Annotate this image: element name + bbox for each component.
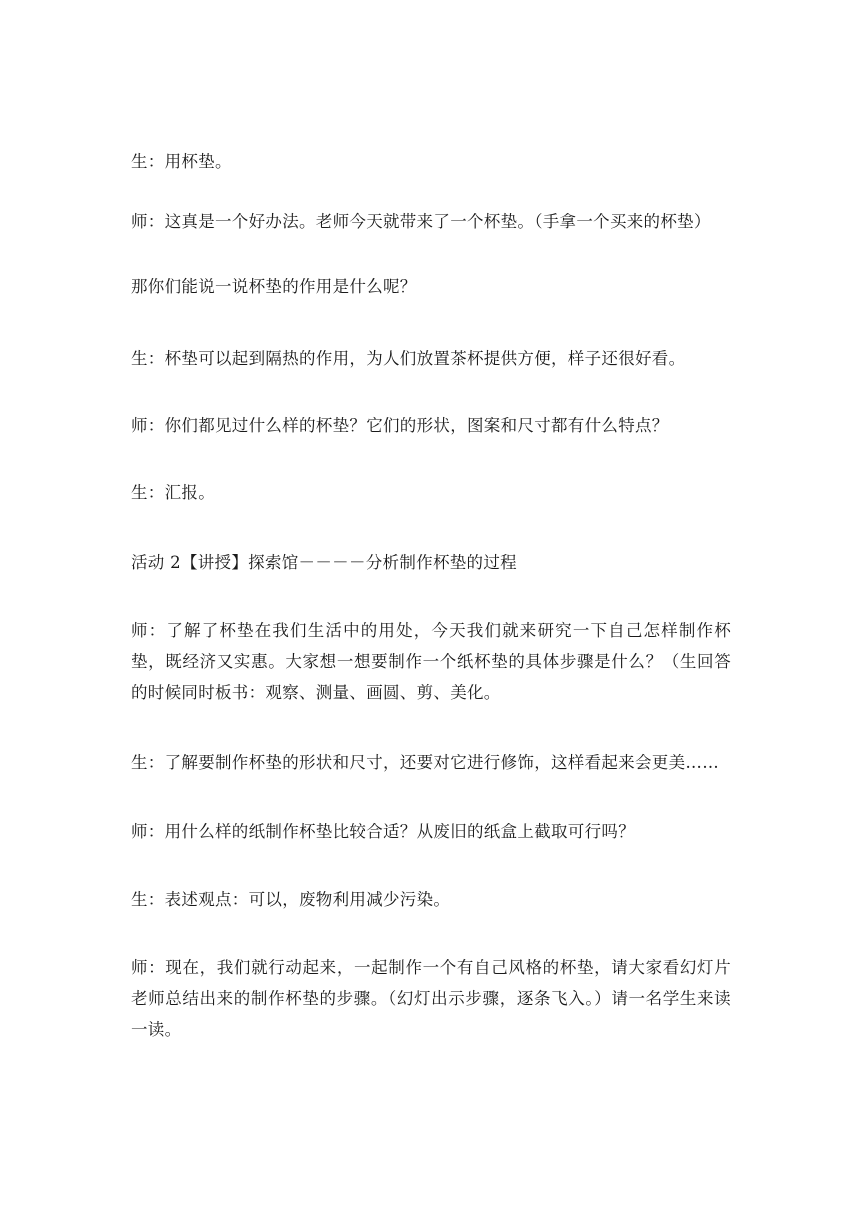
paragraph-5: 师：你们都见过什么样的杯垫？它们的形状，图案和尺寸都有什么特点？ [131, 416, 669, 435]
paragraph-7: 师：了解了杯垫在我们生活中的用处，今天我们就来研究一下自己怎样制作杯垫，既经济又实惠。大家想一想要制作一个纸杯垫的具体步骤是什么？（生回答的时候同时板书：观察、测量、画圆、剪、美化。 [131, 621, 731, 702]
paragraph-1: 生：用杯垫。 [131, 152, 232, 171]
paragraph-3: 那你们能说一说杯垫的作用是什么呢？ [131, 277, 417, 296]
paragraph-9: 师：用什么样的纸制作杯垫比较合适？从废旧的纸盒上截取可行吗？ [131, 822, 635, 841]
paragraph-8: 生：了解要制作杯垫的形状和尺寸，还要对它进行修饰，这样看起来会更美…… [131, 753, 719, 772]
paragraph-6: 生：汇报。 [131, 483, 215, 502]
paragraph-4: 生：杯垫可以起到隔热的作用，为人们放置茶杯提供方便，样子还很好看。 [131, 349, 686, 368]
section-heading-activity-2: 活动 2【讲授】探索馆－－－－分析制作杯垫的过程 [131, 553, 517, 572]
paragraph-2: 师：这真是一个好办法。老师今天就带来了一个杯垫。（手拿一个买来的杯垫） [131, 212, 711, 231]
paragraph-11: 师：现在，我们就行动起来，一起制作一个有自己风格的杯垫，请大家看幻灯片老师总结出来的制作杯垫的步骤。（幻灯出示步骤，逐条飞入。）请一名学生来读一读。 [131, 958, 731, 1039]
paragraph-10: 生：表述观点：可以，废物利用减少污染。 [131, 890, 451, 909]
